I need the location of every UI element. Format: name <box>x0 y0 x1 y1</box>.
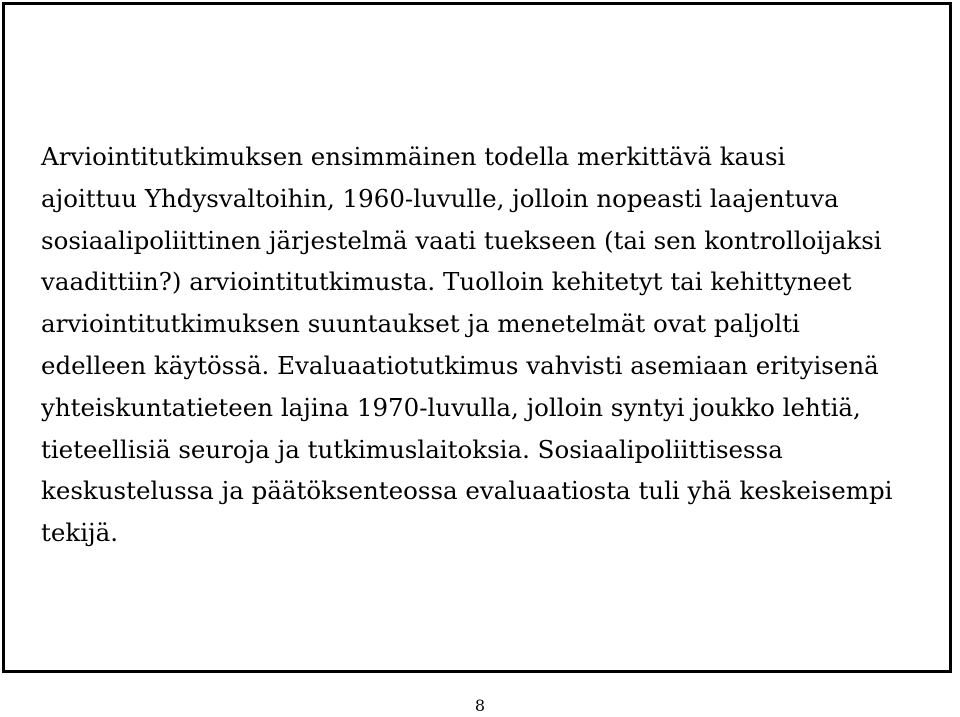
text-line-3: sosiaalipoliittinen järjestelmä vaati tuekseen (tai sen kontrolloijaksi <box>41 225 882 255</box>
text-line-9: keskustelussa ja päätöksenteossa evaluaatiosta tuli yhä keskeisempi <box>41 476 893 506</box>
text-line-6: edelleen käytössä. Evaluaatiotutkimus vahvisti asemiaan erityisenä <box>41 350 879 380</box>
body-paragraph <box>41 136 931 554</box>
text-line-8: tieteellisiä seuroja ja tutkimuslaitoksia. Sosiaalipoliittisessa <box>41 434 783 464</box>
text-line-1: Arviointitutkimuksen ensimmäinen todella merkittävä kausi <box>41 142 786 171</box>
page-number: 8 <box>474 696 486 715</box>
text-line-5: arviointitutkimuksen suuntaukset ja menetelmät ovat paljolti <box>41 309 800 339</box>
text-line-2: ajoittuu Yhdysvaltoihin, 1960-luvulle, jolloin nopeasti laajentuva <box>41 183 839 213</box>
slide-frame <box>2 2 952 673</box>
text-line-4: vaadittiin?) arviointitutkimusta. Tuolloin kehitetyt tai kehittyneet <box>41 267 852 297</box>
text-line-7: yhteiskuntatieteen lajina 1970-luvulla, jolloin syntyi joukko lehtiä, <box>41 392 861 422</box>
text-line-10: tekijä. <box>41 518 119 548</box>
